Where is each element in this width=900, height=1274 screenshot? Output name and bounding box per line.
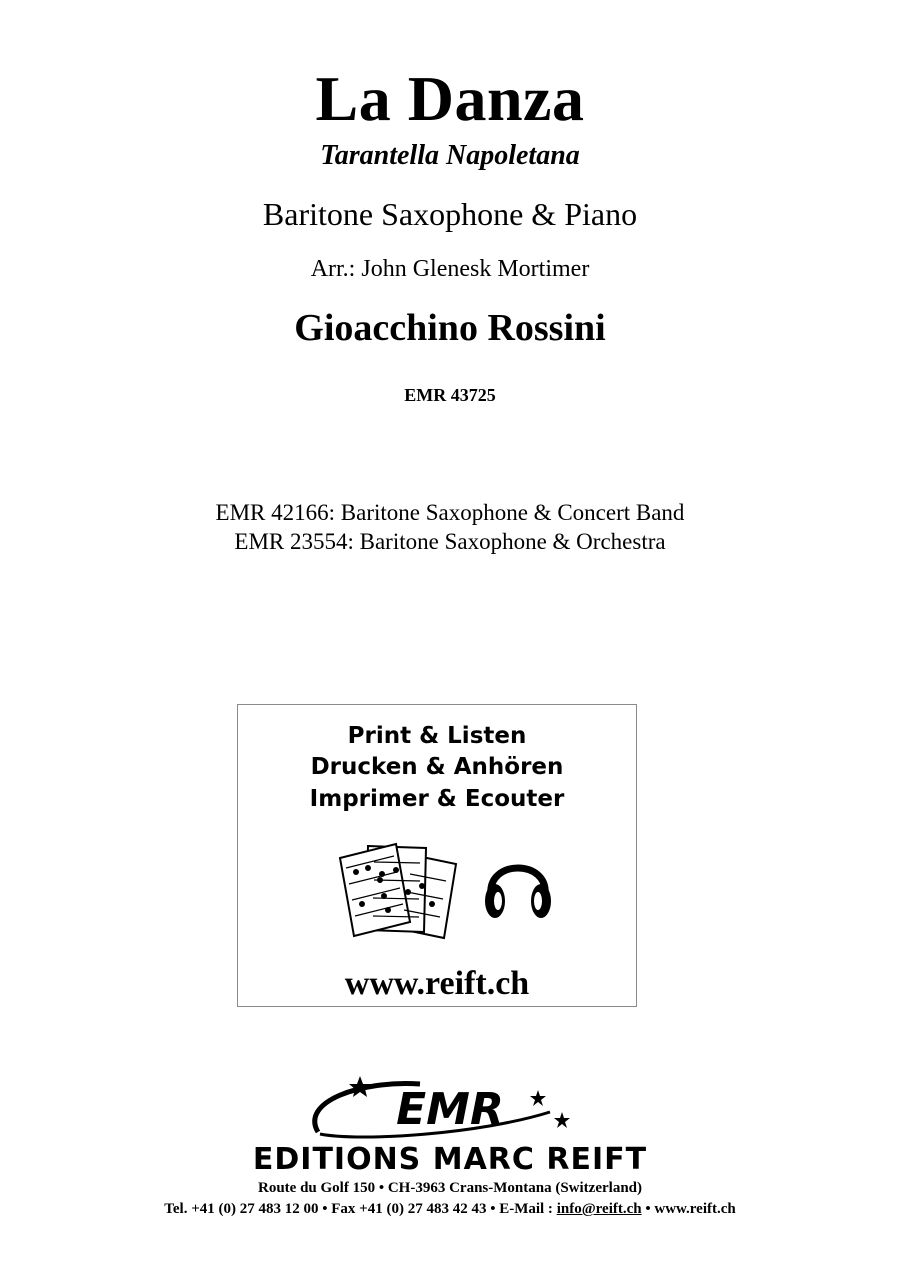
sheet-music-icon	[338, 840, 468, 940]
promo-line-de: Drucken & Anhören	[310, 754, 564, 780]
composer: Gioacchino Rossini	[294, 307, 606, 349]
promo-line-en: Print & Listen	[347, 723, 527, 749]
promo-website-link[interactable]: www.reift.ch	[344, 965, 530, 1002]
publisher-address: Route du Golf 150 • CH-3963 Crans-Montana (Switzerland)	[258, 1180, 642, 1196]
emr-logo	[300, 1072, 580, 1142]
email-link[interactable]: info@reift.ch	[556, 1201, 642, 1217]
svg-text:EMR: EMR	[396, 1084, 504, 1135]
instrumentation: Baritone Saxophone & Piano	[262, 196, 638, 232]
other-version-1: EMR 42166: Baritone Saxophone & Concert Band	[215, 500, 685, 525]
print-listen-box	[237, 704, 637, 1007]
subtitle: Tarantella Napoletana	[320, 140, 580, 171]
page-title: La Danza	[315, 63, 585, 134]
arranger: Arr.: John Glenesk Mortimer	[310, 256, 590, 282]
contact-website: • www.reift.ch	[641, 1201, 736, 1217]
other-version-2: EMR 23554: Baritone Saxophone & Orchestra	[234, 529, 666, 554]
publisher-name: EDITIONS MARC REIFT	[252, 1142, 648, 1177]
catalog-number: EMR 43725	[404, 385, 496, 405]
headphones-icon	[483, 845, 553, 925]
contact-phone-fax: Tel. +41 (0) 27 483 12 00 • Fax +41 (0) 27 483 42 43 • E-Mail :	[164, 1201, 557, 1217]
promo-line-fr: Imprimer & Ecouter	[309, 786, 565, 812]
publisher-contact	[0, 1201, 900, 1218]
